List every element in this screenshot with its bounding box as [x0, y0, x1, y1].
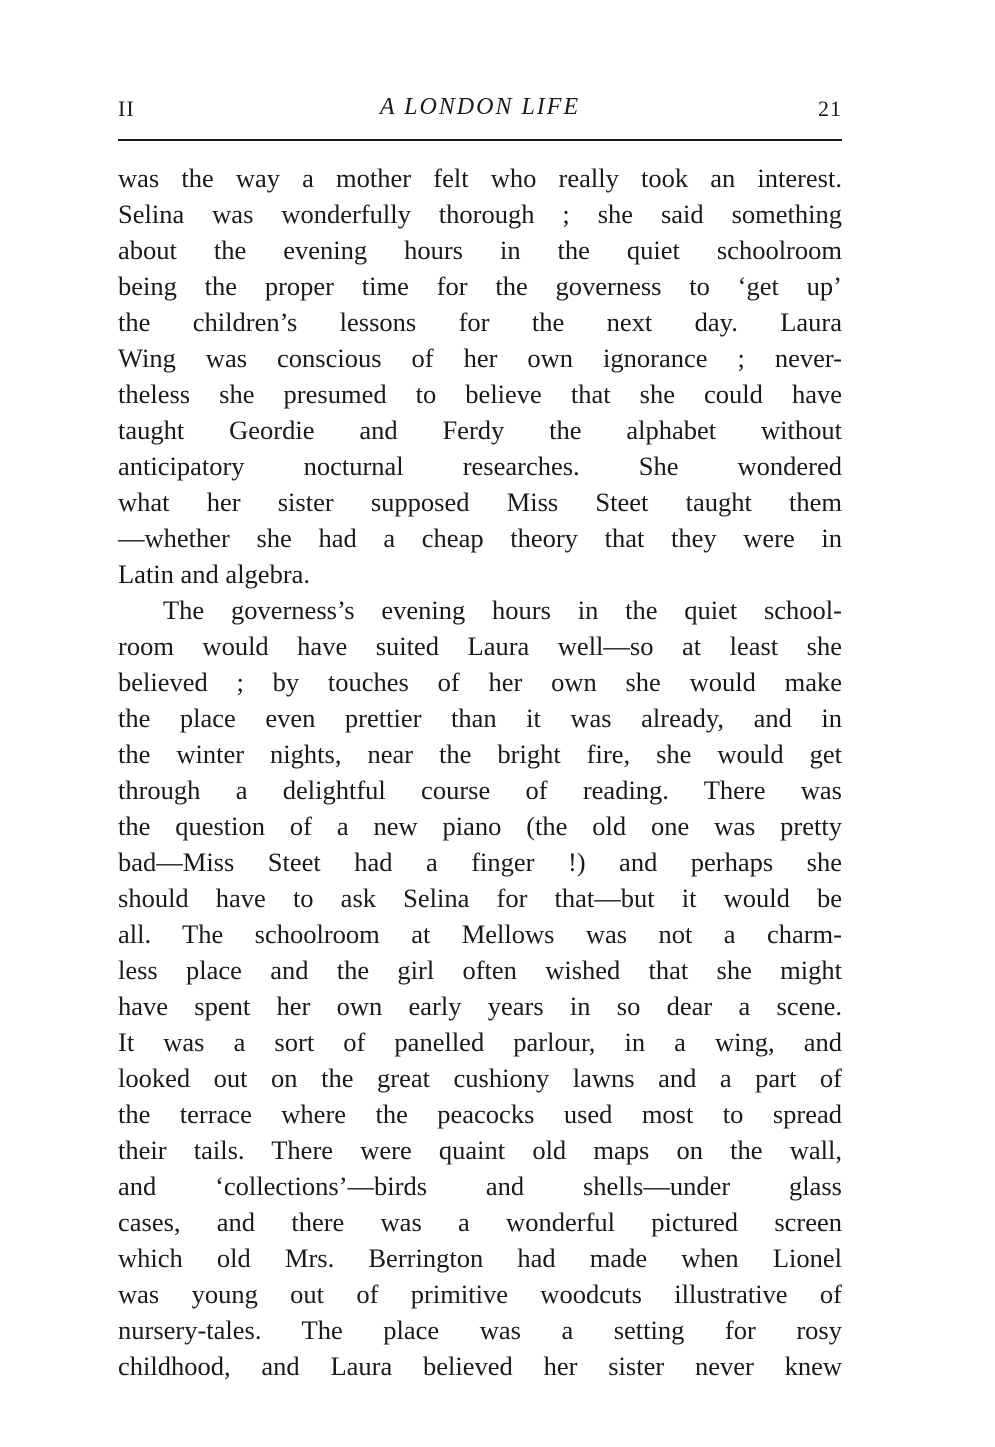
text-line: the terrace where the peacocks used most to spread [118, 1099, 842, 1129]
text-line: and ‘collections’—birds and shells—under glass [118, 1171, 842, 1201]
text-line: room would have suited Laura well—so at least she [118, 631, 842, 661]
body-text [118, 160, 842, 1384]
text-line: Wing was conscious of her own ignorance ; never- [118, 343, 842, 373]
text-line: was the way a mother felt who really took an interest. [118, 163, 842, 193]
text-line: what her sister supposed Miss Steet taught them [118, 487, 842, 517]
text-line: cases, and there was a wonderful pictured screen [118, 1207, 842, 1237]
text-line: Latin and algebra. [118, 559, 311, 589]
text-line: have spent her own early years in so dear a scene. [118, 991, 842, 1021]
text-line: was young out of primitive woodcuts illustrative of [118, 1279, 842, 1309]
text-line: all. The schoolroom at Mellows was not a charm- [118, 919, 842, 949]
header-rule [118, 139, 842, 141]
text-line: nursery-tales. The place was a setting for rosy [118, 1315, 842, 1345]
text-line: should have to ask Selina for that—but it would be [118, 883, 842, 913]
text-line: theless she presumed to believe that she could have [118, 379, 842, 409]
text-line: —whether she had a cheap theory that they were in [118, 523, 842, 553]
text-line: bad—Miss Steet had a finger !) and perhaps she [118, 847, 842, 877]
text-line: the children’s lessons for the next day. Laura [118, 307, 842, 337]
text-line: their tails. There were quaint old maps on the wall, [118, 1135, 842, 1165]
text-line: anticipatory nocturnal researches. She wondered [118, 451, 842, 481]
text-line: taught Geordie and Ferdy the alphabet without [118, 415, 842, 445]
running-head [118, 92, 842, 128]
text-line: the winter nights, near the bright fire, she would get [118, 739, 842, 769]
text-line: through a delightful course of reading. There was [118, 775, 842, 805]
text-line: the place even prettier than it was already, and in [118, 703, 842, 733]
text-line: believed ; by touches of her own she would make [118, 667, 842, 697]
text-line: about the evening hours in the quiet schoolroom [118, 235, 842, 265]
text-line: It was a sort of panelled parlour, in a wing, and [118, 1027, 842, 1057]
text-line: being the proper time for the governess to ‘get up’ [118, 271, 842, 301]
text-line: looked out on the great cushiony lawns and a part of [118, 1063, 842, 1093]
text-line: the question of a new piano (the old one was pretty [118, 811, 842, 841]
page-number: 21 [818, 96, 842, 121]
text-line: childhood, and Laura believed her sister never knew [118, 1351, 842, 1381]
running-title: A LONDON LIFE [379, 94, 581, 120]
text-line: Selina was wonderfully thorough ; she said something [118, 199, 842, 229]
paragraph-start-line: The governess’s evening hours in the quiet school- [163, 595, 842, 625]
text-line: less place and the girl often wished that she might [118, 955, 842, 985]
text-line: which old Mrs. Berrington had made when Lionel [118, 1243, 842, 1273]
chapter-number: II [118, 96, 135, 121]
